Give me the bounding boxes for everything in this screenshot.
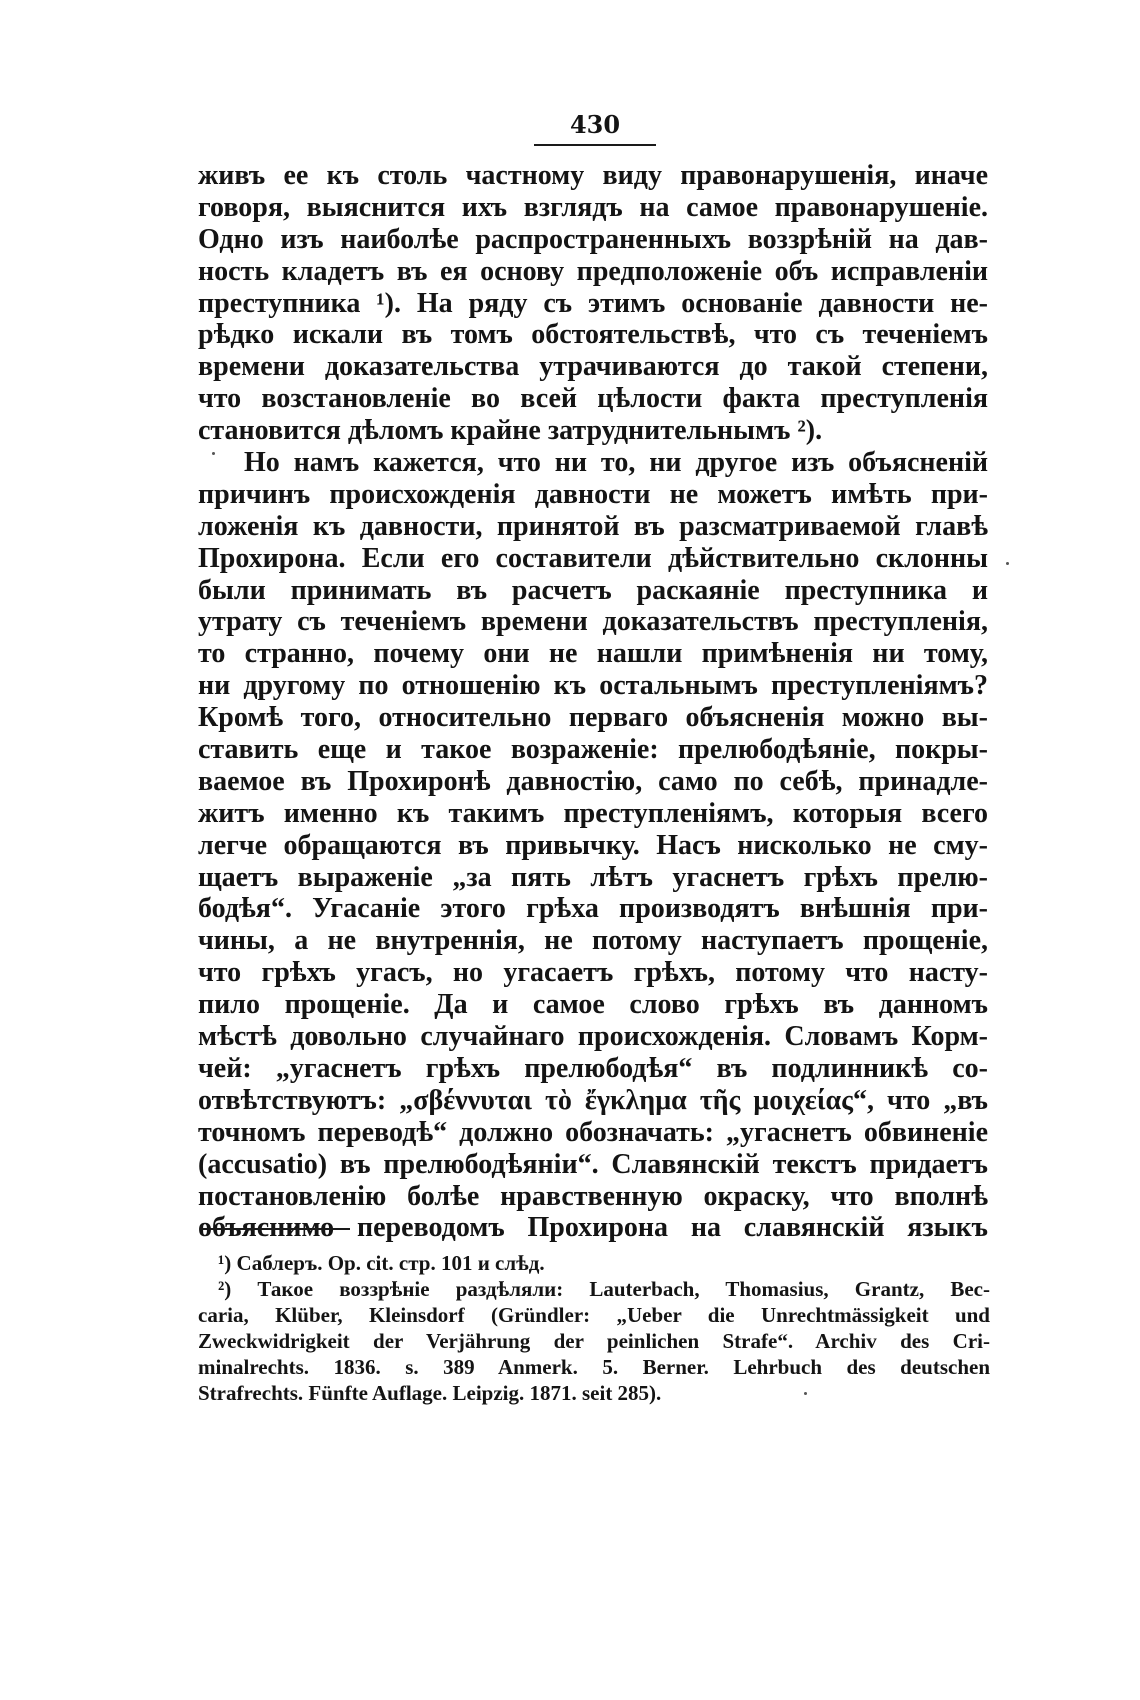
footnote-line: Strafrechts. Fünfte Auflage. Leipzig. 1871. seit 285). — [198, 1381, 662, 1405]
body-line: становится дѣломъ крайне затруднительнымъ ²). — [198, 415, 823, 447]
body-line: причинъ происхожденія давности не можетъ имѣть при- — [198, 478, 988, 510]
body-line: Прохирона. Если его составители дѣйствительно склонны — [198, 542, 988, 574]
body-line: бодѣя“. Угасаніе этого грѣха производятъ внѣшнія при- — [198, 893, 988, 925]
body-line: ложенія къ давности, принятой въ разсматриваемой главѣ — [198, 510, 988, 542]
body-line: рѣдко искали въ томъ обстоятельствѣ, что съ теченіемъ — [198, 319, 988, 351]
body-line: постановленію болѣе нравственную окраску, что вполнѣ — [198, 1180, 988, 1212]
body-line: Одно изъ наиболѣе распространенныхъ воззрѣній на дав- — [198, 223, 988, 255]
body-line: живъ ее къ столь частному виду правонарушенія, иначе — [198, 160, 988, 191]
body-line: мѣстѣ довольно случайнаго происхожденія. Словамъ Корм- — [198, 1021, 988, 1053]
body-line: ставить еще и такое возраженіе: прелюбодѣяніе, покры- — [198, 734, 988, 766]
body-line: отвѣтствуютъ: „σβέννυται τὸ ἔγκλημα τῆς μοιχείας“, что „въ — [198, 1084, 988, 1116]
body-line: точномъ переводѣ“ должно обозначать: „угаснетъ обвиненіе — [198, 1116, 988, 1148]
footnotes — [198, 1250, 990, 1406]
body-line: ни другому по отношенію къ остальнымъ преступленіямъ? — [198, 670, 988, 702]
print-speck — [804, 1392, 807, 1395]
footnote-line: ²) Такое воззрѣніе раздѣляли: Lauterbach, Thomasius, Grantz, Bec- — [218, 1277, 990, 1301]
footnote-divider — [200, 1228, 350, 1230]
body-line: что грѣхъ угасъ, но угасаетъ грѣхъ, потому что насту- — [198, 957, 988, 989]
body-line: легче обращаются въ привычку. Насъ нисколько не сму- — [198, 829, 988, 861]
body-line: житъ именно къ такимъ преступленіямъ, которыя всего — [198, 797, 988, 829]
footnote-line: Zweckwidrigkeit der Verjährung der peinlichen Strafe“. Archiv des Cri- — [198, 1329, 990, 1353]
body-line: чины, а не внутреннія, не потому наступаетъ прощеніе, — [198, 925, 988, 957]
body-line: объяснимо переводомъ Прохирона на славянскій языкъ — [198, 1212, 988, 1244]
body-line: щаетъ выраженіе „за пять лѣтъ угаснетъ грѣхъ прелю- — [198, 861, 988, 893]
page-number: 430 — [534, 110, 656, 146]
body-line: то странно, почему они не нашли примѣненія ни тому, — [198, 638, 988, 670]
body-line: пило прощеніе. Да и самое слово грѣхъ въ данномъ — [198, 989, 988, 1021]
body-line: утрату съ теченіемъ времени доказательствъ преступленія, — [198, 606, 988, 638]
body-line: ваемое въ Прохиронѣ давностію, само по себѣ, принадле- — [198, 765, 988, 797]
body-line: (accusatio) въ прелюбодѣяніи“. Славянскій текстъ придаетъ — [198, 1148, 988, 1180]
body-line: были принимать въ расчетъ раскаяніе преступника и — [198, 574, 988, 606]
body-line: что возстановленіе во всей цѣлости факта преступленія — [198, 383, 988, 415]
footnote-line: minalrechts. 1836. s. 389 Anmerk. 5. Berner. Lehrbuch des deutschen — [198, 1355, 990, 1379]
body-line: ность кладетъ въ ея основу предположеніе объ исправленіи — [198, 255, 988, 287]
body-line: времени доказательства утрачиваются до такой степени, — [198, 351, 988, 383]
paragraph-start-line: Но намъ кажется, что ни то, ни другое изъ объясненій — [244, 447, 988, 479]
footnote-line: ¹) Саблеръ. Op. cit. стр. 101 и слѣд. — [218, 1251, 545, 1275]
body-line: преступника ¹). На ряду съ этимъ основаніе давности не- — [198, 287, 988, 319]
body-line: говоря, выяснится ихъ взглядъ на самое правонарушеніе. — [198, 191, 988, 223]
body-line: чей: „угаснетъ грѣхъ прелюбодѣя“ въ подлинникѣ со- — [198, 1052, 988, 1084]
footnote-line: caria, Klüber, Kleinsdorf (Gründler: „Ueber die Unrechtmässigkeit und — [198, 1303, 990, 1327]
print-speck — [212, 452, 215, 455]
body-text — [198, 160, 988, 1244]
body-line: Кромѣ того, относительно перваго объясненія можно вы- — [198, 702, 988, 734]
print-speck — [1006, 562, 1009, 565]
